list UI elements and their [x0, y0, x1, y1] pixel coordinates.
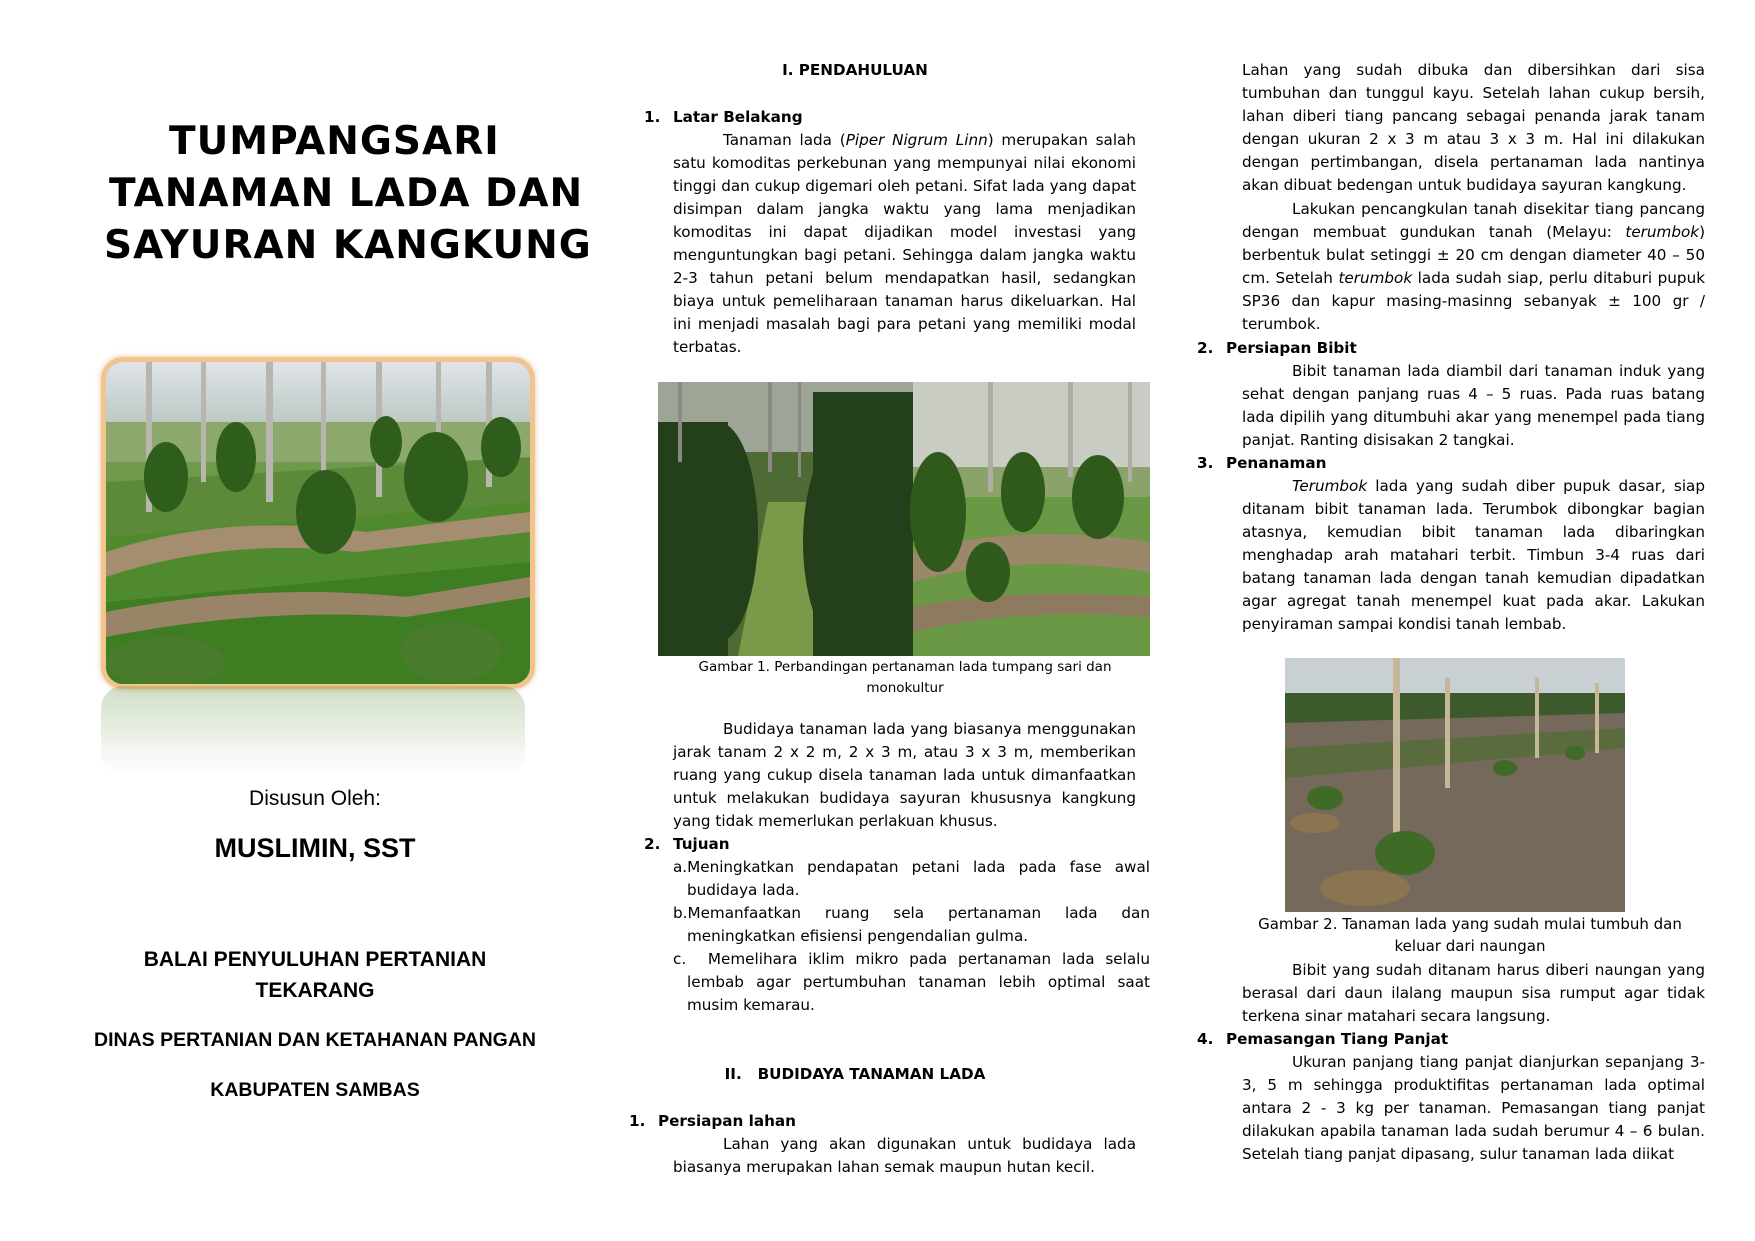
subsection-title-latar-belakang: Latar Belakang: [673, 108, 803, 126]
figure-1-photo: [658, 382, 1150, 656]
goal-item-b: [673, 902, 1150, 948]
regency-name: KABUPATEN SAMBAS: [210, 1079, 420, 1101]
goal-marker: b.: [673, 904, 688, 922]
section-heading-text: BUDIDAYA TANAMAN LADA: [757, 1065, 986, 1083]
subsection-number: 1.: [644, 108, 661, 126]
author-name: MUSLIMIN, SST: [214, 833, 416, 863]
paragraph-latar-belakang: [673, 129, 1136, 359]
section-heading-pendahuluan: I. PENDAHULUAN: [782, 61, 928, 79]
paragraph-persiapan-bibit: Bibit tanaman lada diambil dari tanaman induk yang sehat dengan panjang ruas 4 – 5 ruas. Pada ruas batang lada dipilih yang ditumbuhi akar yang menempel pada tiang panjat. Ranting disisakan 2 tangkai.: [1242, 362, 1705, 449]
paragraph-penanaman: [1242, 475, 1705, 636]
cover-photo-reflection: [101, 686, 525, 776]
goal-text: Memanfaatkan ruang sela pertanaman lada dan meningkatkan efisiensi pengendalian gulma.: [687, 904, 1150, 945]
section-heading-number: II.: [724, 1065, 742, 1083]
figure-2-photo: [1285, 658, 1625, 912]
institution-line-2: TEKARANG: [255, 979, 375, 1002]
goal-item-a: [673, 856, 1150, 902]
cover-title-line-3: SAYURAN KANGKUNG: [104, 223, 592, 268]
figure-2-caption-line-2: keluar dari naungan: [1394, 937, 1546, 955]
text-run: lada yang sudah diber pupuk dasar, siap ditanam bibit tanaman lada. Terumbok dibongkar bagian atasnya, kemudian bibit tanaman lada dibaringkan menghadap arah matahari terbit. Timbun 3-4 ruas dari batang tanaman lada dengan tanah kemudian dipadatkan agar agregat tanah menempel kuat pada akar. Lakukan penyiraman sampai kondisi tanah lembab.: [1242, 477, 1705, 633]
scientific-name: Piper Nigrum Linn: [845, 131, 988, 149]
text-run: Tanaman lada (: [723, 131, 846, 149]
subsection-number: 2.: [1197, 339, 1214, 357]
goal-item-c: [673, 948, 1150, 1017]
subsection-number: 4.: [1197, 1030, 1214, 1048]
cover-title-line-2: TANAMAN LADA DAN: [109, 171, 584, 216]
text-run: ) merupakan salah satu komoditas perkebunan yang mempunyai nilai ekonomi tinggi dan cukup digemari oleh petani. Sifat lada yang dapat disimpan dalam jangka waktu yang lama menjadikan komoditas ini dapat dijadikan model investasi yang menguntungkan bagi petani. Sehingga dalam jangka waktu 2-3 tahun petani belum mendapatkan hasil, sedangkan biaya untuk pemeliharaan tanaman harus dikeluarkan. Hal ini menjadi masalah bagi para petani yang memiliki modal terbatas.: [673, 131, 1136, 356]
paragraph-persiapan-lahan: Lahan yang akan digunakan untuk budidaya lada biasanya merupakan lahan semak maupun hutan kecil.: [673, 1135, 1136, 1176]
department-name: DINAS PERTANIAN DAN KETAHANAN PANGAN: [94, 1029, 536, 1051]
institution-line-1: BALAI PENYULUHAN PERTANIAN: [143, 948, 487, 971]
goal-marker: a.: [673, 858, 688, 876]
subsection-title-persiapan-lahan: Persiapan lahan: [658, 1112, 796, 1130]
subsection-number: 1.: [629, 1112, 646, 1130]
term-terumbok: terumbok: [1338, 269, 1413, 287]
term-terumbok: terumbok: [1625, 223, 1700, 241]
term-terumbok: Terumbok: [1292, 477, 1368, 495]
text-run: lada sudah siap, perlu ditaburi pupuk SP36 dan kapur masing-masinng sebanyak ± 100 gr / terumbok.: [1242, 269, 1705, 333]
text-run: ) berbentuk bulat setinggi ± 20 cm dengan diameter 40 – 50 cm. Setelah: [1242, 223, 1705, 287]
subsection-title-tujuan: Tujuan: [673, 835, 730, 853]
figure-1-caption-line-1: Gambar 1. Perbandingan pertanaman lada tumpang sari dan: [698, 659, 1112, 675]
paragraph-jarak-tanam: Budidaya tanaman lada yang biasanya menggunakan jarak tanam 2 x 2 m, 2 x 3 m, atau 3 x 3 m, memberikan ruang yang cukup disela tanaman lada untuk dimanfaatkan untuk melakukan budidaya sayuran khususnya kangkung yang tidak memerlukan perlakuan khusus.: [673, 720, 1136, 830]
text-run: Lakukan pencangkulan tanah disekitar tiang pancang dengan membuat gundukan tanah (Melayu:: [1242, 200, 1705, 241]
subsection-title-penanaman: Penanaman: [1226, 454, 1327, 472]
paragraph-pencangkulan: [1242, 198, 1705, 336]
cover-photo: [101, 357, 535, 689]
cover-title-line-1: TUMPANGSARI: [169, 119, 500, 164]
paragraph-lahan-dibuka: Lahan yang sudah dibuka dan dibersihkan dari sisa tumbuhan dan tunggul kayu. Setelah lahan cukup bersih, lahan diberi tiang pancang sebagai penanda jarak tanam dengan ukuran 2 x 3 m atau 3 x 3 m. Hal ini dilakukan dengan pertimbangan, disela pertanaman lada nantinya akan dibuat bedengan untuk budidaya sayuran kangkung.: [1242, 61, 1705, 194]
section-heading-budidaya: [690, 1063, 1020, 1086]
authored-by-label: Disusun Oleh:: [249, 787, 381, 810]
subsection-title-persiapan-bibit: Persiapan Bibit: [1226, 339, 1357, 357]
figure-2-caption-line-1: Gambar 2. Tanaman lada yang sudah mulai tumbuh dan: [1258, 915, 1682, 933]
subsection-title-tiang-panjat: Pemasangan Tiang Panjat: [1226, 1030, 1449, 1048]
subsection-number: 3.: [1197, 454, 1214, 472]
paragraph-tiang-panjat: Ukuran panjang tiang panjat dianjurkan sepanjang 3-3, 5 m sehingga produktifitas pertanaman lada optimal antara 2 - 3 kg per tanaman. Pemasangan tiang panjat dilakukan apabila tanaman lada sudah berumur 4 – 6 bulan. Setelah tiang panjat dipasang, sulur tanaman lada diikat: [1242, 1053, 1705, 1163]
subsection-number: 2.: [644, 835, 661, 853]
goal-marker: c.: [673, 950, 687, 968]
goal-text: Meningkatkan pendapatan petani lada pada fase awal budidaya lada.: [687, 858, 1150, 899]
figure-1-caption-line-2: monokultur: [866, 680, 944, 696]
paragraph-naungan: Bibit yang sudah ditanam harus diberi naungan yang berasal dari daun ilalang maupun sisa rumput agar tidak terkena sinar matahari secara langsung.: [1242, 961, 1705, 1025]
goal-text: Memelihara iklim mikro pada pertanaman lada selalu lembab agar pertumbuhan tanaman lebih optimal saat musim kemarau.: [687, 950, 1151, 1014]
